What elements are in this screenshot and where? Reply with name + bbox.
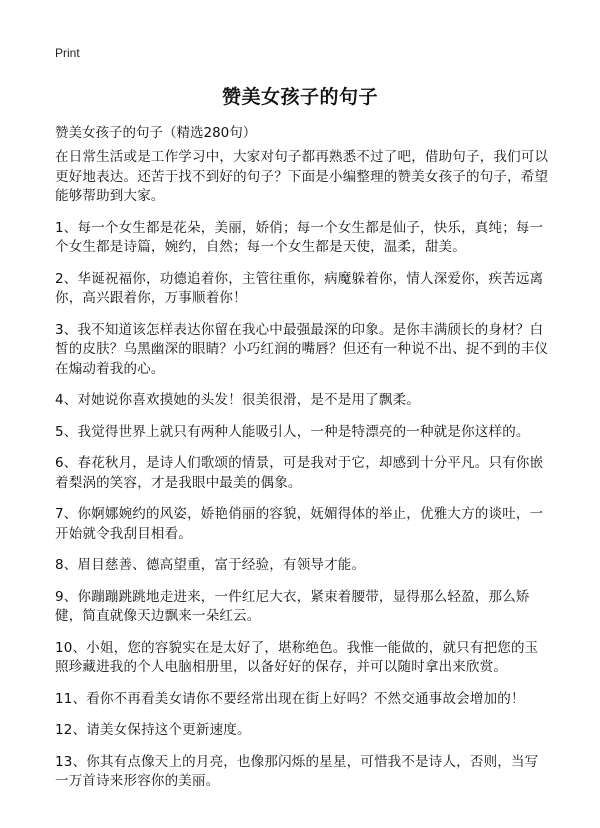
article-body xyxy=(55,148,552,804)
list-item: 6、春花秋月，是诗人们歌颂的情景，可是我对于它，却感到十分平凡。只有你嵌着梨涡的笑容，才是我眼中最美的偶象。 xyxy=(55,455,544,491)
list-item: 4、对她说你喜欢摸她的头发！很美很滑，是不是用了飘柔。 xyxy=(55,392,420,408)
list-item: 2、华诞祝福你，功德追着你，主管往重你，病魔躲着你，情人深爱你，疾苦远离你，高兴跟着你，万事顺着你！ xyxy=(55,270,544,306)
subtitle: 赞美女孩子的句子（精选280句） xyxy=(55,125,257,141)
list-item: 13、你其有点像天上的月亮，也像那闪烁的星星，可惜我不是诗人，否则，当写一万首诗来形容你的美丽。 xyxy=(55,753,539,789)
list-item: 8、眉目慈善、德高望重，富于经验，有领导才能。 xyxy=(55,557,366,573)
list-item: 5、我觉得世界上就只有两种人能吸引人，一种是特漂亮的一种就是你这样的。 xyxy=(55,423,530,440)
print-link[interactable]: Print xyxy=(55,46,80,60)
intro-paragraph: 在日常生活或是工作学习中，大家对句子都再熟悉不过了吧，借助句子，我们可以更好地表达。还苦于找不到好的句子？下面是小编整理的赞美女孩子的句子，希望能够帮助到大家。 xyxy=(55,149,549,204)
list-item: 10、小姐，您的容貌实在是太好了，堪称绝色。我惟一能做的，就只有把您的玉照珍藏进我的个人电脑相册里，以备好好的保存，并可以随时拿出来欣赏。 xyxy=(55,639,539,675)
list-item: 1、每一个女生都是花朵，美丽，娇俏；每一个女生都是仙子，快乐，真纯；每一个女生都是诗篇，婉约，自然；每一个女生都是天使，温柔，甜美。 xyxy=(55,219,544,255)
list-item: 9、你蹦蹦跳跳地走进来，一件红尼大衣，紧束着腰带，显得那么轻盈，那么矫健，简直就像天边飘来一朵红云。 xyxy=(55,588,530,624)
list-item: 3、我不知道该怎样表达你留在我心中最强最深的印象。是你丰满颀长的身材？白皙的皮肤？乌黑幽深的眼睛？小巧红润的嘴唇？但还有一种说不出、捉不到的丰仪在煽动着我的心。 xyxy=(55,321,549,377)
page-title: 赞美女孩子的句子 xyxy=(221,86,378,108)
list-item: 12、请美女保持这个更新速度。 xyxy=(55,722,251,738)
list-item: 7、你婀娜婉约的风姿，娇艳俏丽的容貌，妩媚得体的举止，优雅大方的谈吐，一开始就令我刮目相看。 xyxy=(55,506,544,542)
list-item: 11、看你不再看美女请你不要经常出现在街上好吗？不然交通事故会增加的！ xyxy=(55,690,525,707)
